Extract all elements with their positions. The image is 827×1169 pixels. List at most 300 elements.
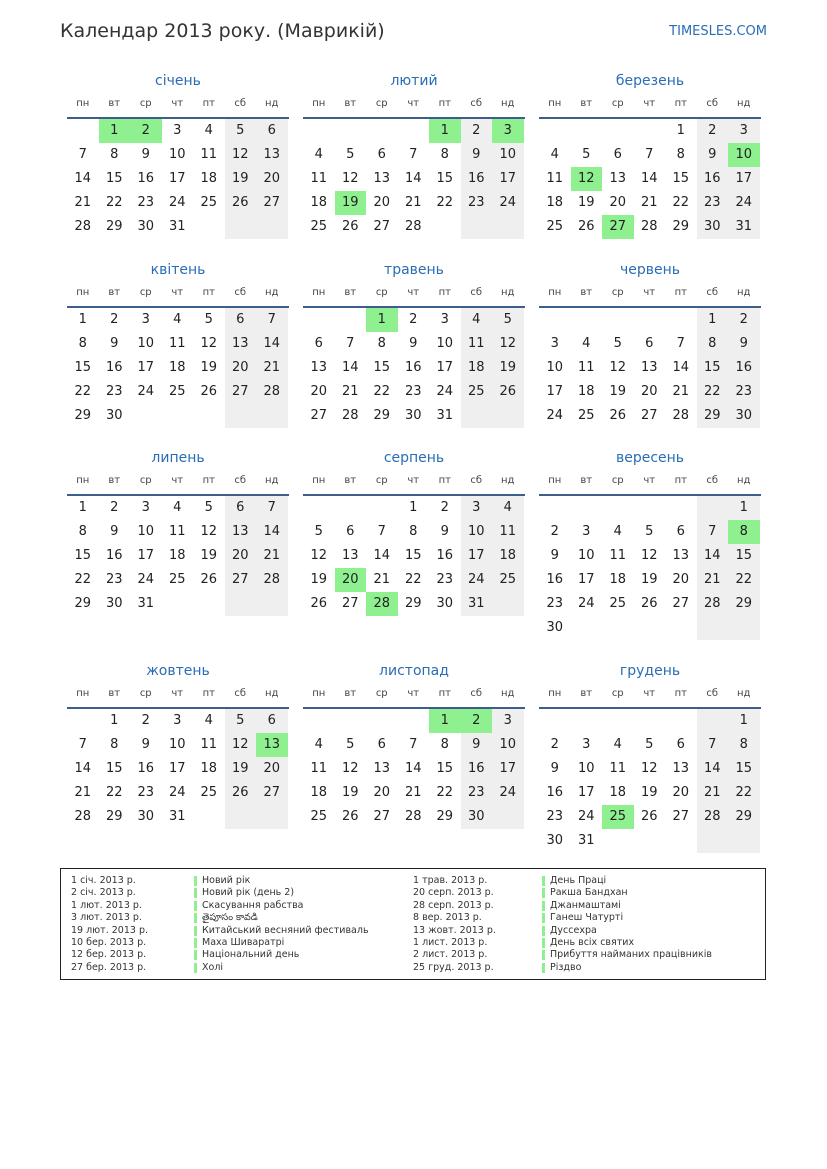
day-cell: 4 [613, 737, 622, 752]
legend-holiday-name: Холі [202, 961, 224, 973]
day-cell: 12 [200, 524, 218, 539]
day-cell: 18 [577, 384, 595, 399]
day-cell: 29 [105, 219, 123, 234]
site-link[interactable]: TIMESLES.COM [669, 24, 767, 39]
legend-holiday-name: День Праці [550, 875, 607, 886]
legend-holiday-name: Маха Шиваратрі [202, 937, 285, 948]
weekday-label: ср [139, 287, 152, 298]
day-cell: 7 [78, 737, 87, 752]
day-cell: 4 [582, 336, 591, 351]
day-cell: 25 [467, 384, 485, 399]
weekday-label: ср [375, 287, 388, 298]
weekday-label: ср [375, 688, 388, 699]
day-cell: 1 [78, 312, 87, 327]
day-cell: 15 [703, 360, 721, 375]
day-cell: 17 [546, 384, 564, 399]
day-cell: 18 [546, 195, 564, 210]
day-cell: 15 [436, 171, 454, 186]
weekday-label: сб [234, 287, 247, 298]
day-cell: 23 [105, 572, 123, 587]
legend-date: 13 жовт. 2013 р. [413, 924, 496, 936]
day-cell: 23 [404, 384, 422, 399]
day-cell: 6 [645, 336, 654, 351]
day-cell: 23 [137, 785, 155, 800]
day-cell: 7 [377, 524, 386, 539]
day-cell: 26 [640, 809, 658, 824]
day-cell: 7 [645, 147, 654, 162]
day-cell: 12 [310, 548, 328, 563]
day-cell: 16 [703, 171, 721, 186]
month-name: березень [615, 73, 685, 89]
day-cell: 28 [404, 219, 422, 234]
weekday-label: вт [580, 688, 593, 699]
day-cell: 1 [78, 500, 87, 515]
holiday-day-cell: 28 [366, 592, 398, 616]
day-cell: 18 [168, 548, 186, 563]
weekday-label: пт [674, 287, 687, 298]
legend-marker [194, 913, 197, 923]
weekday-label: ср [139, 688, 152, 699]
day-cell: 10 [436, 336, 454, 351]
day-cell: 10 [168, 147, 186, 162]
day-cell: 7 [78, 147, 87, 162]
weekday-label: сб [706, 98, 719, 109]
day-cell: 12 [200, 336, 218, 351]
weekday-label: сб [470, 688, 483, 699]
legend-holiday-name: Новий рік [202, 875, 251, 886]
weekday-label: пн [76, 688, 90, 699]
day-cell: 26 [640, 596, 658, 611]
day-cell: 1 [409, 500, 418, 515]
day-cell: 2 [110, 312, 119, 327]
day-cell: 2 [708, 123, 717, 138]
day-cell: 15 [735, 548, 753, 563]
legend-marker [194, 950, 197, 960]
day-cell: 27 [231, 572, 249, 587]
day-cell: 6 [377, 737, 386, 752]
day-cell: 25 [168, 384, 186, 399]
legend-date: 1 трав. 2013 р. [413, 875, 488, 886]
day-cell: 5 [314, 524, 323, 539]
holiday-day-cell: 8 [728, 520, 760, 544]
legend-marker [194, 901, 197, 911]
weekday-label: пт [202, 98, 215, 109]
day-cell: 5 [236, 713, 245, 728]
day-cell: 8 [110, 737, 119, 752]
day-cell: 19 [231, 761, 249, 776]
weekday-label: вт [344, 98, 357, 109]
day-cell: 21 [404, 195, 422, 210]
day-cell: 30 [735, 408, 753, 423]
day-cell: 17 [168, 761, 186, 776]
day-cell: 10 [499, 737, 517, 752]
day-cell: 14 [404, 171, 422, 186]
day-cell: 21 [703, 785, 721, 800]
day-cell: 4 [550, 147, 559, 162]
day-cell: 11 [200, 147, 218, 162]
weekday-label: ср [611, 98, 624, 109]
day-cell: 5 [346, 147, 355, 162]
weekday-label: сб [706, 688, 719, 699]
day-cell: 30 [137, 219, 155, 234]
day-cell: 23 [467, 195, 485, 210]
day-cell: 11 [577, 360, 595, 375]
legend-marker [194, 888, 197, 898]
weekday-label: чт [643, 475, 656, 486]
legend-holiday-name: Джанмаштамі [550, 899, 621, 911]
day-cell: 25 [609, 596, 627, 611]
day-cell: 13 [310, 360, 328, 375]
day-cell: 27 [263, 195, 281, 210]
day-cell: 18 [609, 785, 627, 800]
day-cell: 17 [499, 761, 517, 776]
legend-holiday-name: Китайський весняний фестиваль [202, 924, 369, 936]
weekday-label: чт [643, 287, 656, 298]
day-cell: 4 [173, 312, 182, 327]
weekday-label: пт [438, 475, 451, 486]
legend-date: 12 бер. 2013 р. [71, 949, 147, 961]
day-cell: 11 [546, 171, 564, 186]
day-cell: 23 [436, 572, 454, 587]
day-cell: 13 [341, 548, 359, 563]
weekday-label: пт [674, 98, 687, 109]
day-cell: 6 [267, 713, 276, 728]
holiday-day-cell: 1 [429, 709, 461, 733]
holiday-day-cell: 1 [429, 119, 461, 143]
day-cell: 30 [546, 833, 564, 848]
weekday-label: ср [611, 688, 624, 699]
day-cell: 30 [703, 219, 721, 234]
day-cell: 10 [577, 761, 595, 776]
day-cell: 26 [231, 195, 249, 210]
day-cell: 4 [314, 147, 323, 162]
day-cell: 5 [613, 336, 622, 351]
day-cell: 22 [74, 572, 92, 587]
day-cell: 13 [263, 147, 281, 162]
day-cell: 25 [546, 219, 564, 234]
day-cell: 11 [467, 336, 485, 351]
weekday-label: пн [548, 688, 562, 699]
day-cell: 5 [236, 123, 245, 138]
legend-date: 1 січ. 2013 р. [71, 875, 136, 886]
day-cell: 25 [168, 572, 186, 587]
day-cell: 8 [440, 147, 449, 162]
day-cell: 4 [204, 713, 213, 728]
day-cell: 28 [263, 572, 281, 587]
day-cell: 29 [105, 809, 123, 824]
legend-marker [542, 963, 545, 973]
weekday-label: нд [501, 688, 515, 699]
day-cell: 15 [105, 171, 123, 186]
day-cell: 9 [110, 336, 119, 351]
legend-marker [542, 901, 545, 911]
day-cell: 1 [739, 713, 748, 728]
day-cell: 26 [231, 785, 249, 800]
day-cell: 19 [341, 785, 359, 800]
day-cell: 11 [168, 336, 186, 351]
legend-holiday-name: День всіх святих [550, 937, 635, 948]
day-cell: 8 [78, 524, 87, 539]
day-cell: 10 [137, 524, 155, 539]
day-cell: 18 [499, 548, 517, 563]
day-cell: 7 [676, 336, 685, 351]
day-cell: 2 [110, 500, 119, 515]
weekday-label: пн [76, 475, 90, 486]
day-cell: 31 [436, 408, 454, 423]
day-cell: 25 [310, 809, 328, 824]
weekday-label: ср [139, 475, 152, 486]
day-cell: 14 [672, 360, 690, 375]
day-cell: 6 [346, 524, 355, 539]
legend-holiday-name: Скасування рабства [202, 899, 304, 911]
day-cell: 8 [110, 147, 119, 162]
day-cell: 4 [204, 123, 213, 138]
day-cell: 13 [609, 171, 627, 186]
month-name: серпень [383, 450, 445, 466]
weekday-label: чт [407, 287, 420, 298]
legend-date: 28 серп. 2013 р. [413, 899, 494, 911]
day-cell: 12 [341, 171, 359, 186]
day-cell: 24 [577, 596, 595, 611]
day-cell: 3 [503, 713, 512, 728]
day-cell: 3 [141, 500, 150, 515]
day-cell: 5 [346, 737, 355, 752]
weekday-label: вт [108, 475, 121, 486]
day-cell: 14 [373, 548, 391, 563]
day-cell: 16 [137, 171, 155, 186]
day-cell: 14 [703, 548, 721, 563]
day-cell: 17 [735, 171, 753, 186]
weekday-label: нд [265, 287, 279, 298]
month-name: вересень [615, 450, 685, 466]
day-cell: 17 [577, 785, 595, 800]
weekday-label: сб [234, 98, 247, 109]
day-cell: 8 [739, 737, 748, 752]
day-cell: 16 [404, 360, 422, 375]
day-cell: 9 [440, 524, 449, 539]
day-cell: 28 [341, 408, 359, 423]
day-cell: 20 [263, 761, 281, 776]
holiday-day-cell: 2 [461, 709, 493, 733]
day-cell: 29 [373, 408, 391, 423]
day-cell: 20 [231, 548, 249, 563]
month-name: жовтень [146, 663, 210, 679]
weekday-label: вт [580, 98, 593, 109]
day-cell: 16 [105, 548, 123, 563]
day-cell: 4 [503, 500, 512, 515]
day-cell: 22 [672, 195, 690, 210]
day-cell: 24 [499, 195, 517, 210]
legend-marker [194, 963, 197, 973]
legend-date: 3 лют. 2013 р. [71, 912, 142, 924]
day-cell: 19 [499, 360, 517, 375]
day-cell: 19 [231, 171, 249, 186]
day-cell: 7 [409, 737, 418, 752]
day-cell: 23 [735, 384, 753, 399]
day-cell: 26 [200, 384, 218, 399]
day-cell: 11 [310, 761, 328, 776]
day-cell: 13 [672, 548, 690, 563]
day-cell: 31 [577, 833, 595, 848]
day-cell: 12 [231, 737, 249, 752]
day-cell: 12 [640, 761, 658, 776]
month-name: травень [384, 262, 444, 278]
day-cell: 22 [436, 195, 454, 210]
weekday-label: вт [344, 688, 357, 699]
weekday-label: пт [202, 688, 215, 699]
day-cell: 14 [341, 360, 359, 375]
legend-holiday-name: Національний день [202, 949, 300, 961]
day-cell: 24 [546, 408, 564, 423]
weekday-label: сб [470, 287, 483, 298]
day-cell: 20 [672, 785, 690, 800]
day-cell: 29 [436, 809, 454, 824]
weekday-label: пт [202, 287, 215, 298]
day-cell: 3 [550, 336, 559, 351]
day-cell: 16 [467, 761, 485, 776]
day-cell: 6 [314, 336, 323, 351]
day-cell: 4 [613, 524, 622, 539]
day-cell: 10 [168, 737, 186, 752]
day-cell: 26 [341, 809, 359, 824]
day-cell: 28 [74, 809, 92, 824]
day-cell: 22 [373, 384, 391, 399]
day-cell: 2 [550, 524, 559, 539]
day-cell: 15 [105, 761, 123, 776]
day-cell: 20 [263, 171, 281, 186]
day-cell: 28 [672, 408, 690, 423]
day-cell: 3 [173, 713, 182, 728]
day-cell: 13 [231, 524, 249, 539]
day-cell: 24 [137, 384, 155, 399]
legend-holiday-name: తైపూసం కావడి [202, 912, 258, 924]
day-cell: 24 [168, 785, 186, 800]
day-cell: 11 [609, 548, 627, 563]
day-cell: 30 [436, 596, 454, 611]
day-cell: 22 [404, 572, 422, 587]
day-cell: 15 [373, 360, 391, 375]
day-cell: 25 [200, 785, 218, 800]
day-cell: 22 [105, 785, 123, 800]
day-cell: 2 [550, 737, 559, 752]
day-cell: 23 [546, 809, 564, 824]
holiday-day-cell: 25 [602, 805, 634, 829]
weekday-label: вт [108, 688, 121, 699]
weekday-label: сб [234, 688, 247, 699]
day-cell: 4 [314, 737, 323, 752]
day-cell: 21 [672, 384, 690, 399]
month-name: листопад [379, 663, 449, 679]
weekday-label: пт [674, 475, 687, 486]
day-cell: 8 [708, 336, 717, 351]
day-cell: 8 [440, 737, 449, 752]
weekday-label: чт [171, 98, 184, 109]
day-cell: 29 [74, 596, 92, 611]
weekday-label: ср [611, 475, 624, 486]
day-cell: 25 [499, 572, 517, 587]
day-cell: 9 [141, 147, 150, 162]
weekday-label: пн [312, 287, 326, 298]
day-cell: 9 [739, 336, 748, 351]
day-cell: 31 [168, 809, 186, 824]
day-cell: 12 [341, 761, 359, 776]
day-cell: 21 [341, 384, 359, 399]
legend-date: 2 лист. 2013 р. [413, 949, 488, 961]
day-cell: 20 [373, 195, 391, 210]
day-cell: 17 [137, 548, 155, 563]
day-cell: 8 [78, 336, 87, 351]
legend-marker [542, 926, 545, 936]
day-cell: 31 [735, 219, 753, 234]
day-cell: 8 [676, 147, 685, 162]
month-name: грудень [619, 663, 681, 679]
month-name: липень [151, 450, 205, 466]
day-cell: 20 [640, 384, 658, 399]
day-cell: 15 [74, 360, 92, 375]
day-cell: 23 [467, 785, 485, 800]
day-cell: 27 [263, 785, 281, 800]
weekday-label: вт [344, 475, 357, 486]
weekday-label: чт [171, 475, 184, 486]
day-cell: 5 [204, 312, 213, 327]
day-cell: 23 [546, 596, 564, 611]
weekday-label: пн [548, 475, 562, 486]
weekday-label: вт [580, 287, 593, 298]
weekday-label: нд [501, 287, 515, 298]
day-cell: 17 [467, 548, 485, 563]
holiday-day-cell: 3 [492, 119, 524, 143]
weekday-label: пн [548, 98, 562, 109]
day-cell: 19 [609, 384, 627, 399]
weekday-label: ср [139, 98, 152, 109]
day-cell: 20 [609, 195, 627, 210]
day-cell: 9 [472, 147, 481, 162]
weekday-label: нд [265, 688, 279, 699]
day-cell: 27 [310, 408, 328, 423]
day-cell: 12 [609, 360, 627, 375]
month-name: лютий [390, 73, 438, 89]
day-cell: 17 [168, 171, 186, 186]
day-cell: 28 [74, 219, 92, 234]
day-cell: 9 [550, 761, 559, 776]
day-cell: 6 [236, 500, 245, 515]
day-cell: 11 [310, 171, 328, 186]
day-cell: 22 [105, 195, 123, 210]
day-cell: 20 [373, 785, 391, 800]
day-cell: 24 [467, 572, 485, 587]
day-cell: 31 [168, 219, 186, 234]
legend-holiday-name: Дуссехра [550, 924, 597, 936]
day-cell: 14 [263, 336, 281, 351]
day-cell: 5 [645, 524, 654, 539]
day-cell: 19 [640, 572, 658, 587]
legend-date: 2 січ. 2013 р. [71, 887, 136, 899]
day-cell: 18 [310, 195, 328, 210]
day-cell: 18 [467, 360, 485, 375]
day-cell: 28 [703, 596, 721, 611]
legend-date: 25 груд. 2013 р. [413, 961, 494, 973]
day-cell: 17 [137, 360, 155, 375]
day-cell: 3 [141, 312, 150, 327]
day-cell: 21 [263, 548, 281, 563]
day-cell: 2 [141, 713, 150, 728]
day-cell: 11 [168, 524, 186, 539]
day-cell: 1 [676, 123, 685, 138]
day-cell: 7 [409, 147, 418, 162]
holiday-day-cell: 20 [335, 568, 367, 592]
day-cell: 28 [640, 219, 658, 234]
day-cell: 30 [105, 408, 123, 423]
